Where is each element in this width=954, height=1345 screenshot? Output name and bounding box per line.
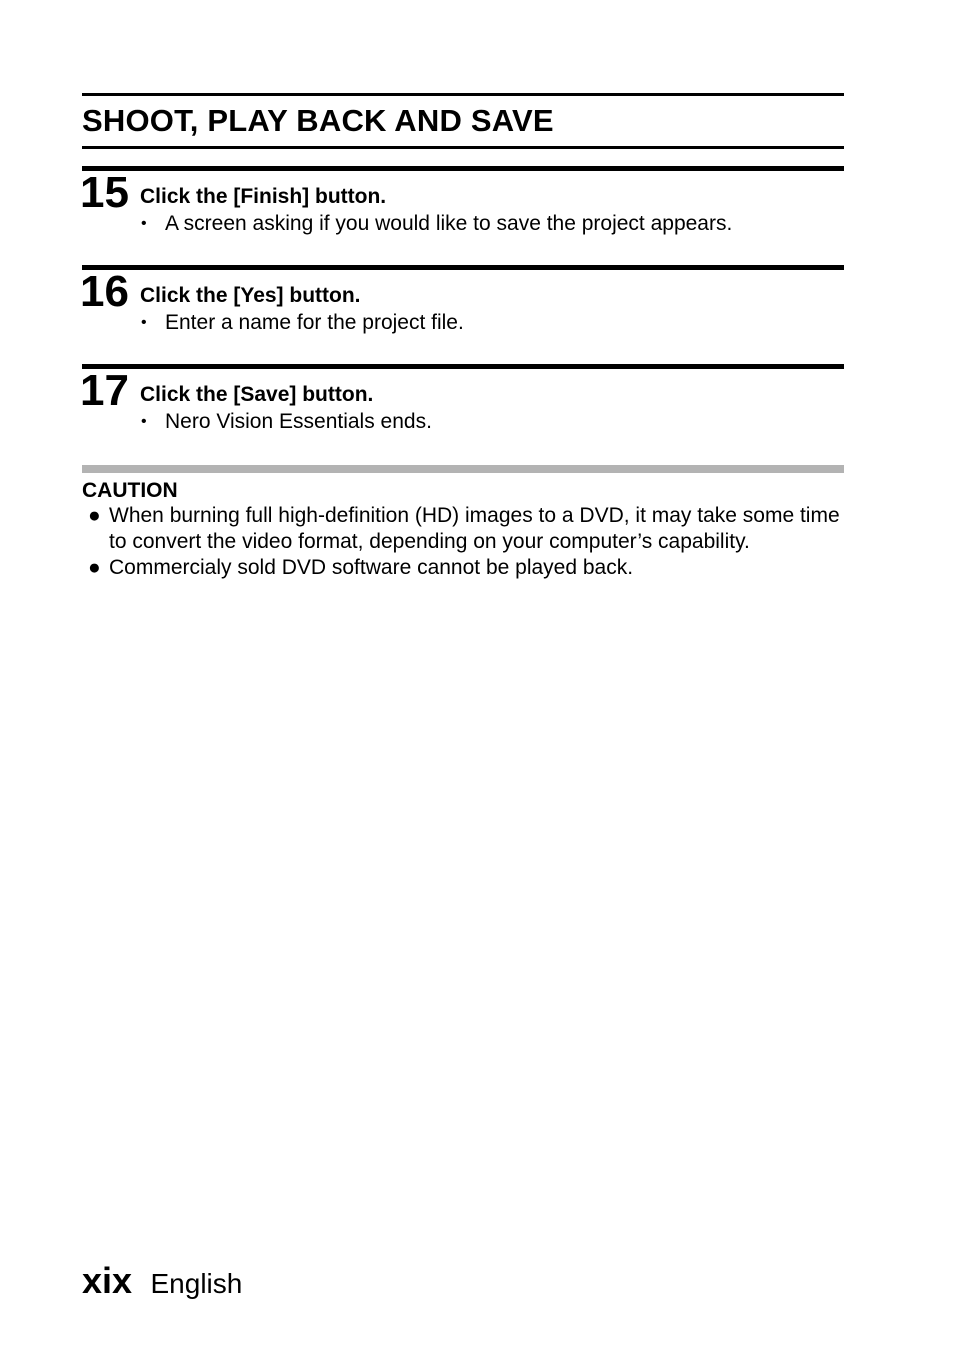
- page-footer: [82, 1260, 242, 1302]
- step-bullet-text: Enter a name for the project file.: [165, 311, 464, 334]
- step-15: [82, 166, 844, 246]
- caution-list: [82, 503, 852, 581]
- step-bullet-text: Nero Vision Essentials ends.: [165, 410, 432, 433]
- step-number: 15: [80, 168, 129, 217]
- step-17: [82, 364, 844, 444]
- section-header: [82, 93, 844, 149]
- caution-heading: CAUTION: [82, 479, 178, 502]
- caution-item-text: Commercialy sold DVD software cannot be played back.: [109, 556, 634, 579]
- caution-item: [82, 503, 852, 555]
- step-title: Click the [Yes] button.: [140, 284, 361, 307]
- step-bullet: [140, 212, 732, 236]
- bullet-dot-icon: ●: [88, 556, 101, 579]
- step-number: 16: [80, 267, 129, 316]
- step-bullet-text: A screen asking if you would like to save the project appears.: [165, 212, 733, 235]
- section-title: SHOOT, PLAY BACK AND SAVE: [82, 103, 554, 138]
- step-title: Click the [Finish] button.: [140, 185, 387, 208]
- step-16: [82, 265, 844, 345]
- caution-divider: [82, 465, 844, 473]
- step-title: Click the [Save] button.: [140, 383, 374, 406]
- page-number: xix: [82, 1260, 133, 1301]
- bullet-dot-icon: •: [141, 215, 147, 232]
- step-number: 17: [80, 366, 129, 415]
- caution-item: [82, 555, 852, 581]
- step-bullet: [140, 410, 432, 434]
- caution-item-text: When burning full high-definition (HD) images to a DVD, it may take some time to convert the video format, depending on your computer’s capability.: [109, 504, 840, 553]
- bullet-dot-icon: •: [141, 413, 147, 430]
- step-bullet: [140, 311, 464, 335]
- bullet-dot-icon: ●: [88, 504, 101, 527]
- page-language: English: [150, 1268, 243, 1299]
- bullet-dot-icon: •: [141, 314, 147, 331]
